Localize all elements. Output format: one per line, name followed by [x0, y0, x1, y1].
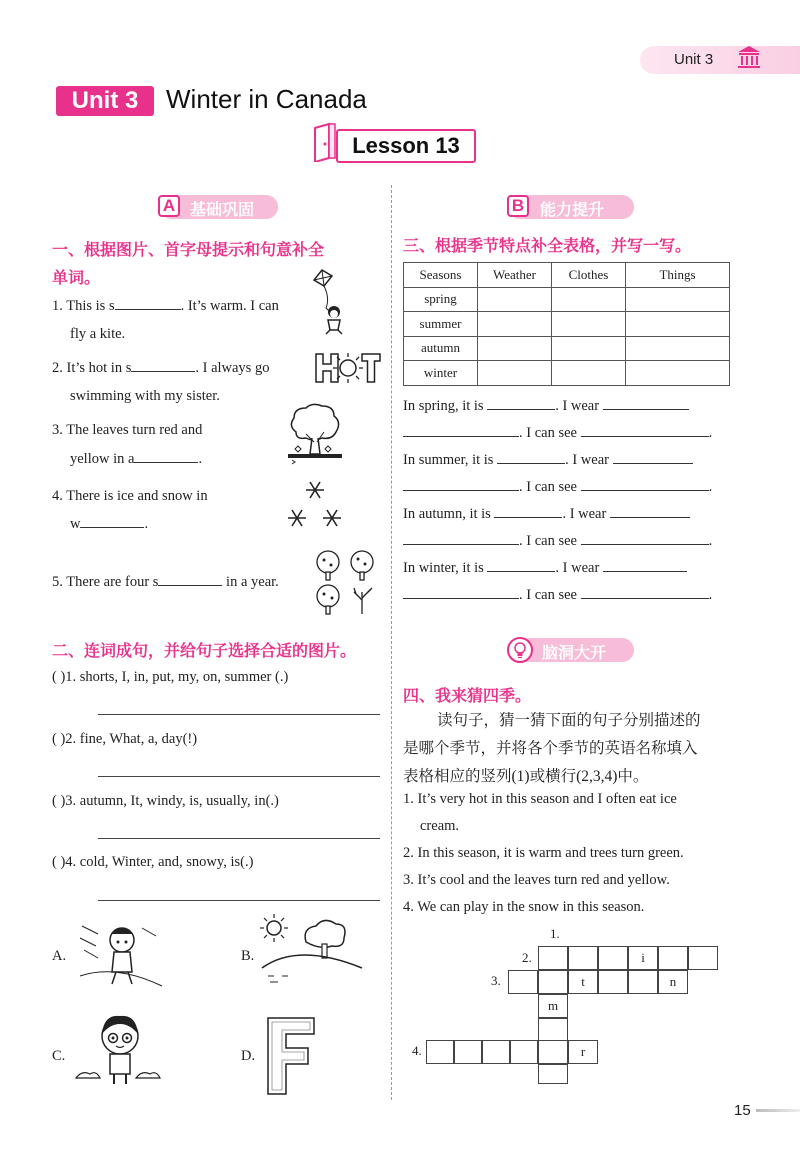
crossword-number-2: 2. — [522, 950, 532, 965]
answer-blank[interactable] — [403, 477, 519, 491]
part1-item-2-line2: swimming with my sister. — [70, 388, 220, 404]
part1-item-1-line2: fly a kite. — [70, 326, 126, 342]
answer-blank[interactable] — [581, 585, 709, 599]
sentence-text: . — [708, 425, 713, 441]
table-cell[interactable] — [478, 336, 552, 361]
section-a-letter: A — [158, 195, 180, 217]
item-text: 5. There are four s — [52, 574, 159, 590]
answer-blank[interactable] — [487, 396, 555, 410]
part1-item-3: 3. The leaves turn red and — [52, 422, 203, 438]
answer-blank[interactable] — [115, 296, 181, 310]
autumn-tree-icon — [282, 402, 348, 466]
crossword-cell[interactable] — [628, 970, 658, 994]
answer-blank[interactable] — [603, 558, 687, 572]
part4-intro-line1: 读句子，猜一猜下面的句子分别描述的 — [437, 712, 701, 729]
kite-boy-icon — [312, 268, 352, 336]
section-b-letter: B — [507, 195, 529, 217]
option-b-label: B. — [241, 948, 255, 964]
crossword-cell[interactable] — [598, 970, 628, 994]
part2-item-2: ( )2. fine, What, a, day(!) — [52, 731, 198, 747]
answer-blank[interactable] — [497, 450, 565, 464]
sentence-text: In winter, it is — [403, 560, 484, 576]
answer-blank[interactable] — [610, 504, 690, 518]
part1-item-4: 4. There is ice and snow in — [52, 488, 208, 504]
boy-icon — [74, 1012, 164, 1092]
part2-item-4: ( )4. cold, Winter, and, snowy, is(.) — [52, 854, 254, 870]
unit-tab — [640, 46, 800, 74]
item-text: w — [70, 516, 81, 532]
answer-blank[interactable] — [131, 358, 195, 372]
part4-heading: 四、我来猜四季。 — [403, 688, 532, 705]
item-text: yellow in a — [70, 451, 135, 467]
answer-blank[interactable] — [487, 558, 555, 572]
sentence-winter-line2 — [403, 585, 730, 605]
crossword-cell[interactable] — [568, 946, 598, 970]
table-cell[interactable] — [478, 312, 552, 337]
part2-item-3: ( )3. autumn, It, windy, is, usually, in(.) — [52, 793, 279, 809]
section-b-title: 能力提升 — [540, 202, 605, 219]
page-number: 15 — [734, 1102, 751, 1119]
sentence-text: In autumn, it is — [403, 506, 491, 522]
part1-item-4-line2 — [70, 514, 148, 534]
part1-heading-line2: 单词。 — [52, 270, 101, 287]
table-cell[interactable] — [626, 287, 730, 312]
sentence-text: . I wear — [562, 506, 607, 522]
sentence-text: . I wear — [555, 398, 600, 414]
part2-item-1: ( )1. shorts, I, in, put, my, on, summer (.) — [52, 669, 289, 685]
table-cell[interactable] — [552, 287, 626, 312]
part1-heading-line1: 一、根据图片、首字母提示和句意补全 — [52, 242, 325, 259]
sentence-text: . I wear — [555, 560, 600, 576]
option-a-label: A. — [52, 948, 67, 964]
item-text: 2. It’s hot in s — [52, 360, 132, 376]
part1-item-3-line2 — [70, 449, 202, 469]
sentence-text: . I can see — [519, 425, 577, 441]
page-number-bar — [756, 1109, 800, 1112]
windy-kid-icon — [76, 916, 166, 992]
item-text: in a year. — [222, 574, 279, 590]
crossword-cell[interactable]: n — [658, 970, 688, 994]
crossword-cell[interactable] — [426, 1040, 454, 1064]
sentence-text: In spring, it is — [403, 398, 484, 414]
item-text: . — [198, 451, 203, 467]
table-season: autumn — [404, 336, 478, 361]
answer-line[interactable] — [98, 776, 380, 777]
option-d-label: D. — [241, 1048, 256, 1064]
sentence-text: . I can see — [519, 479, 577, 495]
crossword-cell[interactable]: t — [568, 970, 598, 994]
table-header: Seasons — [404, 263, 478, 288]
part2-heading: 二、连词成句，并给句子选择合适的图片。 — [52, 643, 357, 660]
clue-2: 2. In this season, it is warm and trees turn green. — [403, 845, 684, 861]
crossword-cell[interactable] — [538, 1064, 568, 1084]
table-header: Weather — [478, 263, 552, 288]
crossword-cell[interactable] — [538, 1018, 568, 1042]
table-season: summer — [404, 312, 478, 337]
crossword-cell[interactable] — [482, 1040, 510, 1064]
crossword-cell[interactable] — [598, 946, 628, 970]
part1-item-1 — [52, 296, 279, 316]
season-table — [403, 262, 730, 386]
unit-title: Winter in Canada — [166, 84, 367, 114]
fahrenheit-f-icon — [262, 1014, 318, 1098]
table-cell[interactable] — [552, 361, 626, 386]
item-text: . It’s warm. I can — [180, 298, 279, 314]
clue-4: 4. We can play in the snow in this season. — [403, 899, 645, 915]
sentence-autumn-line2 — [403, 531, 730, 551]
table-season: winter — [404, 361, 478, 386]
crossword-cell[interactable] — [688, 946, 718, 970]
table-cell[interactable] — [552, 312, 626, 337]
part4-intro-line2: 是哪个季节，并将各个季节的英语名称填入 — [403, 740, 698, 757]
table-cell[interactable] — [626, 312, 730, 337]
temple-icon — [736, 44, 762, 70]
answer-line[interactable] — [98, 900, 380, 901]
crossword-cell[interactable] — [658, 946, 688, 970]
sentence-text: . I wear — [565, 452, 609, 468]
crossword-cell[interactable] — [538, 970, 568, 994]
item-text: 1. This is s — [52, 298, 115, 314]
four-trees-icon — [312, 548, 382, 618]
answer-blank[interactable] — [403, 423, 519, 437]
part1-item-2 — [52, 358, 269, 378]
crossword-cell[interactable] — [454, 1040, 482, 1064]
answer-blank[interactable] — [80, 514, 144, 528]
unit-badge: Unit 3 — [56, 86, 154, 116]
sentence-summer-line1 — [403, 450, 730, 470]
answer-blank[interactable] — [494, 504, 562, 518]
answer-blank[interactable] — [613, 450, 693, 464]
section-c-title: 脑洞大开 — [542, 645, 607, 662]
lightbulb-icon — [507, 637, 533, 663]
crossword-cell[interactable] — [538, 1040, 568, 1064]
sentence-summer-line2 — [403, 477, 730, 497]
option-c-label: C. — [52, 1048, 66, 1064]
door-icon — [313, 122, 337, 162]
item-text: . — [144, 516, 149, 532]
clue-1: 1. It’s very hot in this season and I often eat ice — [403, 791, 677, 807]
column-divider — [391, 185, 392, 1100]
sentence-text: . I can see — [519, 587, 577, 603]
table-season: spring — [404, 287, 478, 312]
sentence-text: . — [708, 587, 713, 603]
crossword-cell[interactable] — [538, 946, 568, 970]
crossword-cell[interactable]: r — [568, 1040, 598, 1064]
part4-intro-line3: 表格相应的竖列(1)或横行(2,3,4)中。 — [403, 768, 649, 785]
table-cell[interactable] — [626, 361, 730, 386]
section-a-title: 基础巩固 — [190, 202, 255, 219]
sentence-spring-line2 — [403, 423, 730, 443]
answer-blank[interactable] — [403, 531, 519, 545]
hot-text-icon — [314, 350, 382, 386]
part3-heading: 三、根据季节特点补全表格，并写一写。 — [403, 238, 692, 255]
crossword-number-3: 3. — [491, 973, 501, 988]
clue-1-cont: cream. — [420, 818, 460, 834]
sentence-text: . I can see — [519, 533, 577, 549]
table-header: Things — [626, 263, 730, 288]
sentence-winter-line1 — [403, 558, 730, 578]
table-cell[interactable] — [478, 287, 552, 312]
crossword-cell[interactable] — [508, 970, 538, 994]
crossword-cell[interactable]: i — [628, 946, 658, 970]
table-cell[interactable] — [626, 336, 730, 361]
clue-3: 3. It’s cool and the leaves turn red and yellow. — [403, 872, 670, 888]
crossword-number-4: 4. — [412, 1043, 422, 1058]
answer-blank[interactable] — [134, 449, 198, 463]
sentence-text: . — [708, 533, 713, 549]
sunny-landscape-icon — [258, 912, 368, 992]
answer-blank[interactable] — [581, 477, 709, 491]
part1-item-5 — [52, 572, 279, 592]
answer-line[interactable] — [98, 838, 380, 839]
sentence-spring-line1 — [403, 396, 730, 416]
answer-blank[interactable] — [603, 396, 689, 410]
table-cell[interactable] — [552, 336, 626, 361]
answer-line[interactable] — [98, 714, 380, 715]
answer-blank[interactable] — [403, 585, 519, 599]
answer-blank[interactable] — [581, 531, 709, 545]
answer-blank[interactable] — [158, 572, 222, 586]
lesson-title: Lesson 13 — [336, 129, 476, 163]
item-text: . I always go — [195, 360, 270, 376]
sentence-text: . — [708, 479, 713, 495]
crossword-cell[interactable] — [510, 1040, 538, 1064]
table-header: Clothes — [552, 263, 626, 288]
unit-tab-label: Unit 3 — [674, 51, 714, 68]
sentence-autumn-line1 — [403, 504, 730, 524]
crossword-number-1: 1. — [550, 926, 560, 941]
crossword-cell[interactable]: m — [538, 994, 568, 1018]
snowflakes-icon — [282, 478, 348, 534]
sentence-text: In summer, it is — [403, 452, 494, 468]
table-cell[interactable] — [478, 361, 552, 386]
answer-blank[interactable] — [581, 423, 709, 437]
